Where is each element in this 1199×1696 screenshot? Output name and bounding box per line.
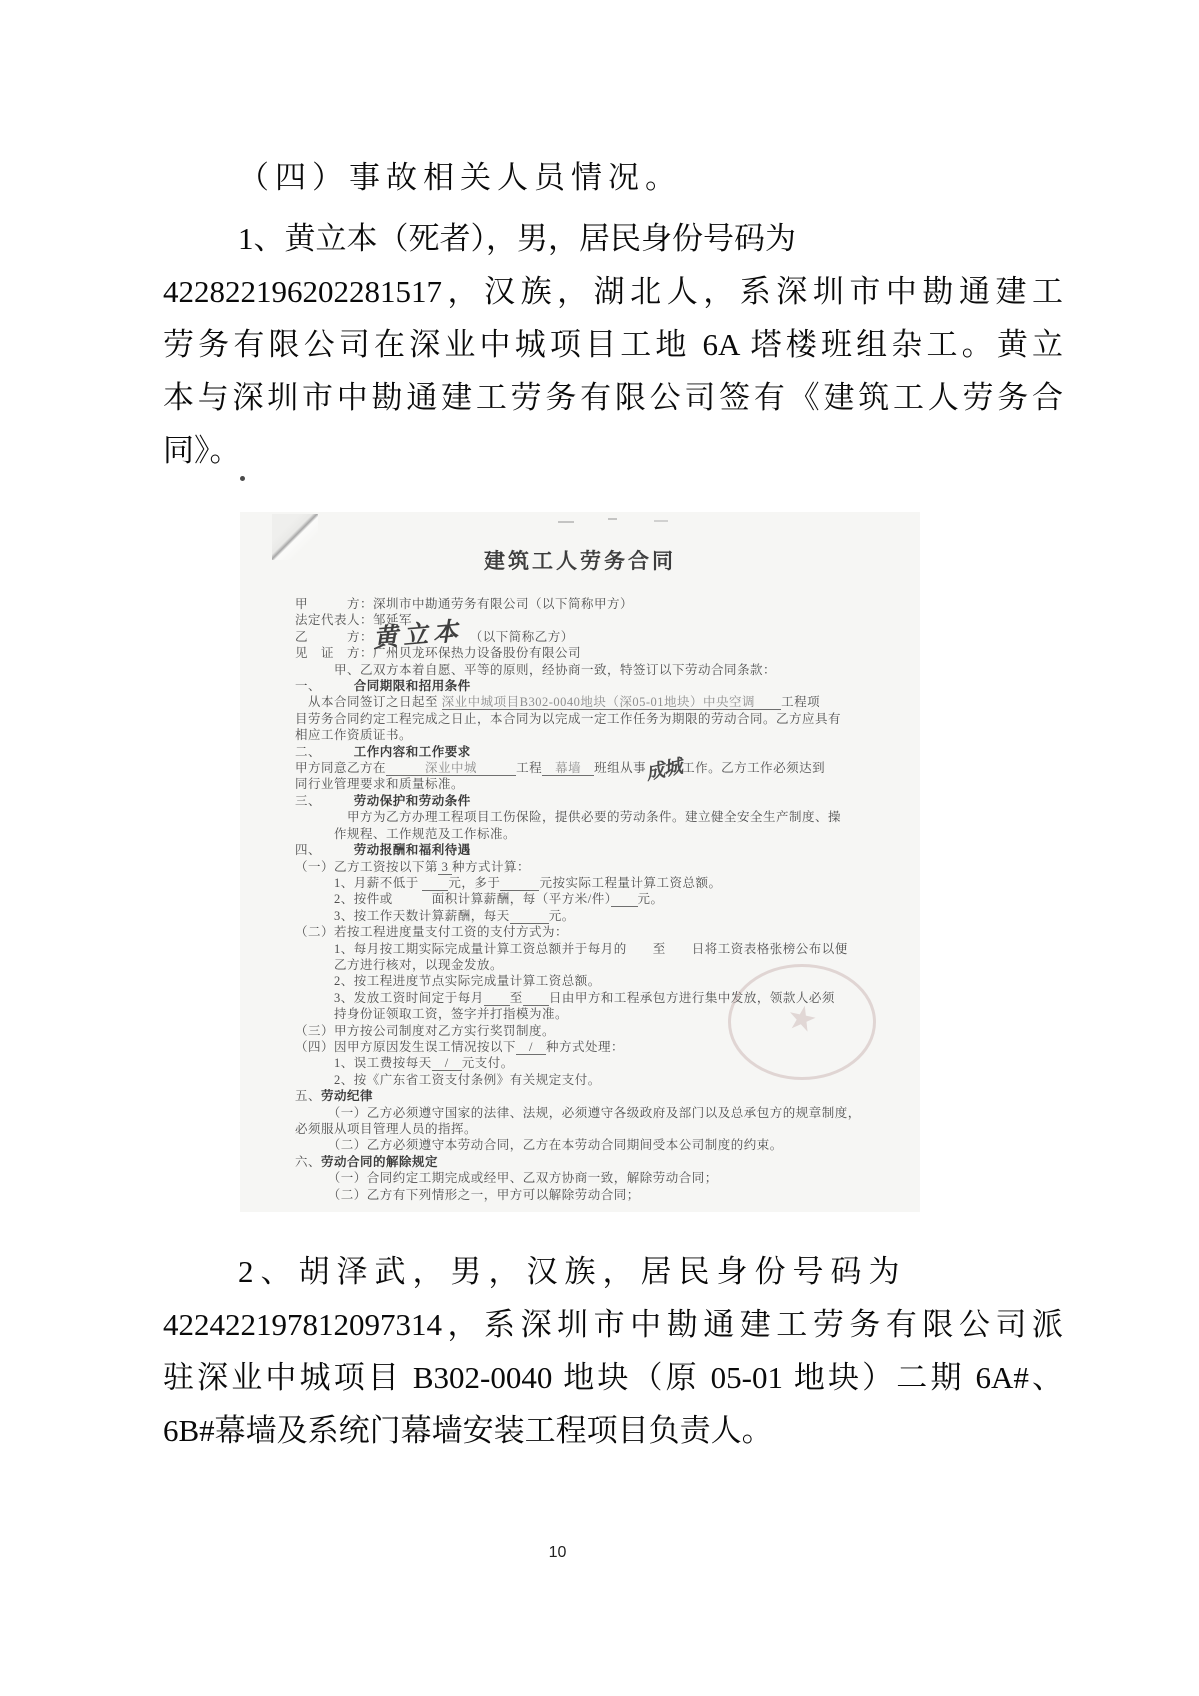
text-segment: 乙方进行核对，以现金发放。 — [295, 957, 504, 972]
text-segment: 班组从事 — [594, 761, 647, 776]
contract-text-line — [295, 908, 892, 924]
contract-text-line — [295, 1105, 892, 1121]
contract-text-line — [295, 1088, 892, 1104]
text-line: 422422197812097314，系深圳市中勘通建工劳务有限公司派 — [163, 1307, 1063, 1342]
contract-text-line — [295, 924, 892, 940]
text-segment: （三）甲方按公司制度对乙方实行奖罚制度。 — [295, 1023, 556, 1038]
handwritten-scribble: 成城 — [644, 756, 684, 785]
blank-underline — [523, 991, 549, 1006]
blank-underline — [484, 991, 510, 1006]
text-segment: 日由甲方和工程承包方进行集中发放，领款人必须 — [548, 990, 835, 1005]
text-segment: 元，多于 — [448, 875, 501, 890]
text-segment: （一）合同约定工期完成或经甲、乙双方协商一致，解除劳动合同； — [295, 1171, 718, 1186]
text-segment: 劳动保护和劳动条件 — [353, 793, 471, 808]
text-segment: 一、 — [295, 679, 354, 694]
text-segment: 六、 — [295, 1154, 322, 1169]
paragraph-victim-info — [163, 212, 1063, 477]
text-segment: 相应工作资质证书。 — [295, 728, 413, 743]
blank-underline — [477, 761, 516, 776]
text-segment: 持身份证领取工资，签字并打指模为准。 — [295, 1007, 569, 1022]
text-segment: 劳动纪律 — [321, 1089, 374, 1104]
text-segment: 从本合同签订之日起至 — [295, 695, 442, 710]
text-segment: （四）因甲方原因发生误工情况按以下 — [295, 1039, 517, 1054]
text-segment: 种方式处理： — [546, 1039, 625, 1054]
text-segment: 元。 — [637, 892, 664, 907]
text-segment: （二）若按工程进度量支付工资的支付方式为： — [295, 925, 569, 940]
paragraph-manager-info — [163, 1245, 1063, 1457]
contract-text-line — [295, 941, 892, 957]
text-line: 同》。 — [163, 433, 241, 468]
contract-text-line — [295, 1121, 892, 1137]
text-segment: 元按实际工程量计算工资总额。 — [539, 875, 722, 890]
filled-field: 深业中城项目B302-0040地块（深05-01地块）中央空调 — [441, 695, 756, 710]
text-segment: 见 证 方：广州贝龙环保热力设备股份有限公司 — [295, 646, 582, 661]
text-segment: （一）乙方必须遵守国家的法律、法规，必须遵守各级政府及部门以及总承包方的规章制度， — [295, 1105, 861, 1120]
text-segment: （二）乙方必须遵守本劳动合同，乙方在本劳动合同期间受本公司制度的约束。 — [295, 1138, 783, 1153]
contract-text-line — [295, 875, 892, 891]
text-line: 1、黄立本（死者），男，居民身份号码为 — [238, 221, 796, 256]
blank-underline — [755, 695, 781, 710]
text-segment: 乙 方： — [295, 629, 374, 644]
text-segment: 目劳务合同约定工程完成之日止，本合同为以完成一定工作任务为期限的劳动合同。乙方应具有 — [295, 711, 842, 726]
text-segment: 2、按件或 面积计算薪酬，每（平方米/件） — [295, 892, 612, 907]
pen-mark-icon — [558, 521, 574, 523]
round-seal-stamp-icon — [728, 964, 876, 1080]
contract-text-line — [295, 859, 892, 875]
text-segment: 三、 — [295, 793, 354, 808]
filled-field: 深业中城 — [425, 761, 478, 776]
handwritten-signature: 黄立本 — [371, 617, 464, 653]
text-segment: 3、发放工资时间定于每月 — [295, 990, 484, 1005]
text-segment: 种方式计算： — [452, 859, 531, 874]
text-segment: 劳动合同的解除规定 — [321, 1154, 439, 1169]
text-segment: 1、误工费按每天 — [295, 1056, 432, 1071]
contract-text-line — [295, 694, 892, 710]
text-segment: 1、月薪不低于 — [295, 875, 423, 890]
text-segment: （二）乙方有下列情形之一，甲方可以解除劳动合同； — [295, 1187, 640, 1202]
pen-mark-icon — [654, 520, 668, 522]
contract-text-line — [295, 809, 892, 825]
contract-text-line — [295, 793, 892, 809]
text-segment: 工作。乙方工作必须达到 — [682, 761, 826, 776]
contract-text-line — [295, 1137, 892, 1153]
contract-text-line — [295, 678, 892, 694]
contract-text-line — [295, 1170, 892, 1186]
blank-underline — [510, 909, 549, 924]
ink-speck — [240, 476, 245, 481]
blank-underline — [422, 876, 448, 891]
text-segment: 工程项 — [781, 695, 821, 710]
text-line: 422822196202281517，汉族，湖北人，系深圳市中勘通建工 — [163, 274, 1063, 309]
text-segment: 必须服从项目管理人员的指挥。 — [295, 1122, 478, 1136]
text-line: 劳务有限公司在深业中城项目工地 6A 塔楼班组杂工。黄立 — [163, 327, 1063, 362]
text-segment: 四、 — [295, 843, 354, 858]
text-segment: 2、按《广东省工资支付条例》有关规定支付。 — [295, 1072, 601, 1087]
contract-text-line — [295, 1154, 892, 1170]
text-segment: 二、 — [295, 744, 354, 759]
filled-field: 幕墙 — [542, 761, 595, 776]
contract-title: 建筑工人劳务合同 — [484, 549, 676, 573]
text-segment: 2、按工程进度节点实际完成量计算工资总额。 — [295, 974, 601, 989]
text-segment: 甲、乙双方本着自愿、平等的原则，经协商一致，特签订以下劳动合同条款： — [295, 662, 777, 677]
text-segment: 作规程、工作规范及工作标准。 — [295, 826, 517, 841]
text-segment: 同行业管理要求和质量标准。 — [295, 777, 465, 792]
contract-text-line — [295, 776, 892, 792]
text-segment: 元支付。 — [461, 1056, 514, 1071]
contract-text-line — [295, 1187, 892, 1203]
text-segment: 工作内容和工作要求 — [353, 744, 471, 759]
contract-text-line — [295, 727, 892, 743]
contract-text-line — [295, 596, 892, 612]
text-segment: 劳动报酬和福利待遇 — [353, 843, 471, 858]
text-segment: 五、 — [295, 1089, 322, 1104]
text-segment: 甲方同意乙方在 — [295, 761, 387, 776]
contract-text-line — [295, 711, 892, 727]
section-heading: （四）事故相关人员情况。 — [238, 160, 682, 195]
blank-underline — [500, 876, 539, 891]
text-line: 6B#幕墙及系统门幕墙安装工程项目负责人。 — [163, 1413, 773, 1448]
text-segment: 甲方为乙方办理工程项目工伤保险，提供必要的劳动条件。建立健全安全生产制度、操 — [295, 810, 842, 825]
text-segment: （一）乙方工资按以下第 — [295, 859, 439, 874]
text-segment: 至 — [509, 990, 523, 1005]
blank-underline — [386, 761, 425, 776]
blank-underline — [611, 892, 637, 907]
blank-underline: 3 — [438, 859, 453, 874]
pen-mark-icon — [608, 518, 617, 520]
blank-underline: / — [431, 1056, 462, 1071]
text-segment: 工程 — [516, 761, 543, 776]
blank-underline: / — [516, 1039, 546, 1054]
contract-body — [295, 596, 892, 1203]
seal-star-icon: ★ — [783, 998, 821, 1041]
text-segment: 法定代表人：邹延军 — [295, 613, 413, 628]
text-segment: 合同期限和招用条件 — [353, 679, 471, 694]
text-segment: 3、按工作天数计算薪酬，每天 — [295, 908, 510, 923]
contract-scan-image — [240, 512, 920, 1212]
text-segment: （以下简称乙方） — [463, 629, 574, 644]
contract-text-line — [295, 744, 892, 760]
text-line: 2、胡泽武，男，汉族，居民身份号码为 — [238, 1254, 907, 1289]
text-segment: 甲 方：深圳市中勘通劳务有限公司（以下简称甲方） — [295, 597, 634, 611]
page-number: 10 — [548, 1544, 567, 1561]
contract-text-line — [295, 842, 892, 858]
text-segment: 元。 — [548, 908, 575, 923]
text-segment: 1、每月按工期实际完成量计算工资总额并于每月的 至 日将工资表格张榜公布以便 — [295, 941, 848, 956]
text-line: 驻深业中城项目 B302-0040 地块（原 05-01 地块）二期 6A#、 — [163, 1360, 1063, 1395]
contract-text-line — [295, 662, 892, 678]
contract-text-line — [295, 826, 892, 842]
contract-text-line — [295, 891, 892, 907]
text-line: 本与深圳市中勘通建工劳务有限公司签有《建筑工人劳务合 — [163, 380, 1063, 415]
